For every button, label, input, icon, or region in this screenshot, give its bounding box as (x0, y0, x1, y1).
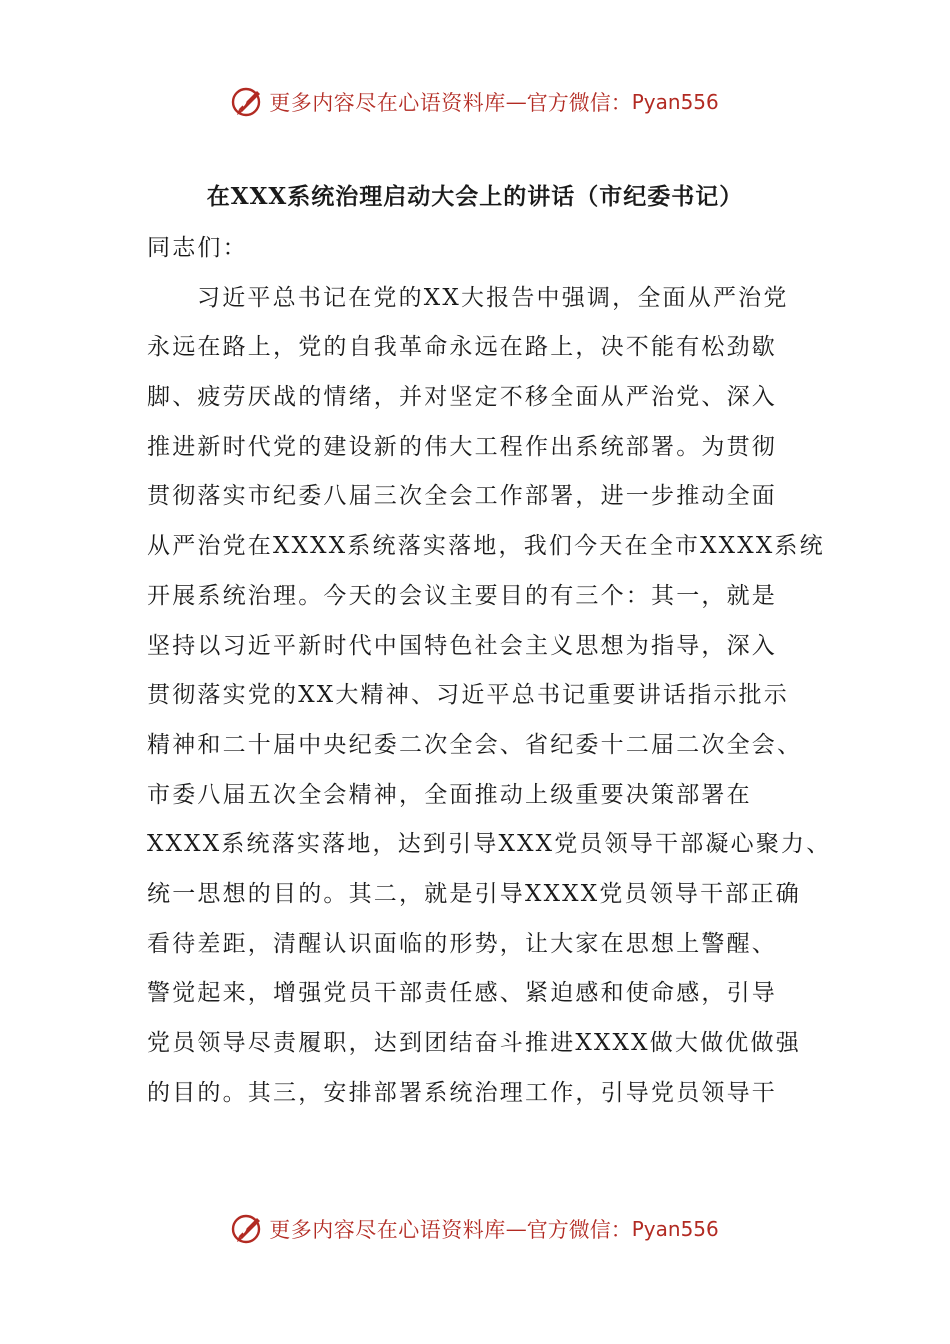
paragraph-line: XXXX系统落实落地，达到引导XXX党员领导干部凝心聚力、 (147, 831, 832, 858)
paragraph-line: 脚、疲劳厌战的情绪，并对坚定不移全面从严治党、深入 (147, 384, 777, 411)
paragraph-line: 的目的。其三，安排部署系统治理工作，引导党员领导干 (147, 1079, 777, 1106)
watermark-contact-id: Pyan556 (631, 1217, 719, 1241)
footer-watermark (0, 1209, 950, 1249)
document-title: 在XXX系统治理启动大会上的讲话（市纪委书记） (206, 183, 744, 210)
pen-logo-icon (231, 1212, 265, 1246)
paragraph-line: 贯彻落实市纪委八届三次全会工作部署，进一步推动全面 (147, 483, 777, 510)
watermark-separator: — (505, 90, 527, 114)
paragraph-line: 习近平总书记在党的XX大报告中强调，全面从严治党 (197, 284, 789, 311)
watermark-separator: — (505, 1217, 527, 1241)
paragraph-line: 推进新时代党的建设新的伟大工程作出系统部署。为贯彻 (147, 433, 777, 460)
paragraph-line: 从严治党在XXXX系统落实落地，我们今天在全市XXXX系统 (147, 533, 825, 560)
pen-logo-icon (231, 85, 265, 119)
watermark-contact-id: Pyan556 (631, 90, 719, 114)
paragraph-line: 警觉起来，增强党员干部责任感、紧迫感和使命感，引导 (147, 980, 777, 1007)
paragraph-line: 坚持以习近平新时代中国特色社会主义思想为指导，深入 (147, 632, 777, 659)
header-watermark (0, 82, 950, 122)
paragraph-line: 党员领导尽责履职，达到团结奋斗推进XXXX做大做优做强 (147, 1030, 801, 1056)
paragraph-line: 开展系统治理。今天的会议主要目的有三个：其一，就是 (147, 582, 777, 609)
document-body (147, 224, 832, 1118)
watermark-contact-label: 官方微信： (526, 1218, 632, 1242)
paragraph-line: 统一思想的目的。其二，就是引导XXXX党员领导干部正确 (147, 880, 801, 907)
paragraph-line: 永远在路上，党的自我革命永远在路上，决不能有松劲歇 (147, 334, 777, 361)
paragraph-line: 看待差距，清醒认识面临的形势，让大家在思想上警醒、 (147, 930, 777, 957)
paragraph-line: 贯彻落实党的XX大精神、习近平总书记重要讲话指示批示 (147, 682, 789, 709)
watermark-text: 更多内容尽在心语资料库 (269, 1218, 506, 1242)
watermark-text: 更多内容尽在心语资料库 (269, 91, 506, 115)
paragraph-line: 市委八届五次全会精神，全面推动上级重要决策部署在 (147, 781, 752, 808)
paragraph-line: 精神和二十届中央纪委二次全会、省纪委十二届二次全会、 (147, 731, 803, 758)
salutation: 同志们： (147, 235, 248, 261)
watermark-contact-label: 官方微信： (526, 91, 632, 115)
